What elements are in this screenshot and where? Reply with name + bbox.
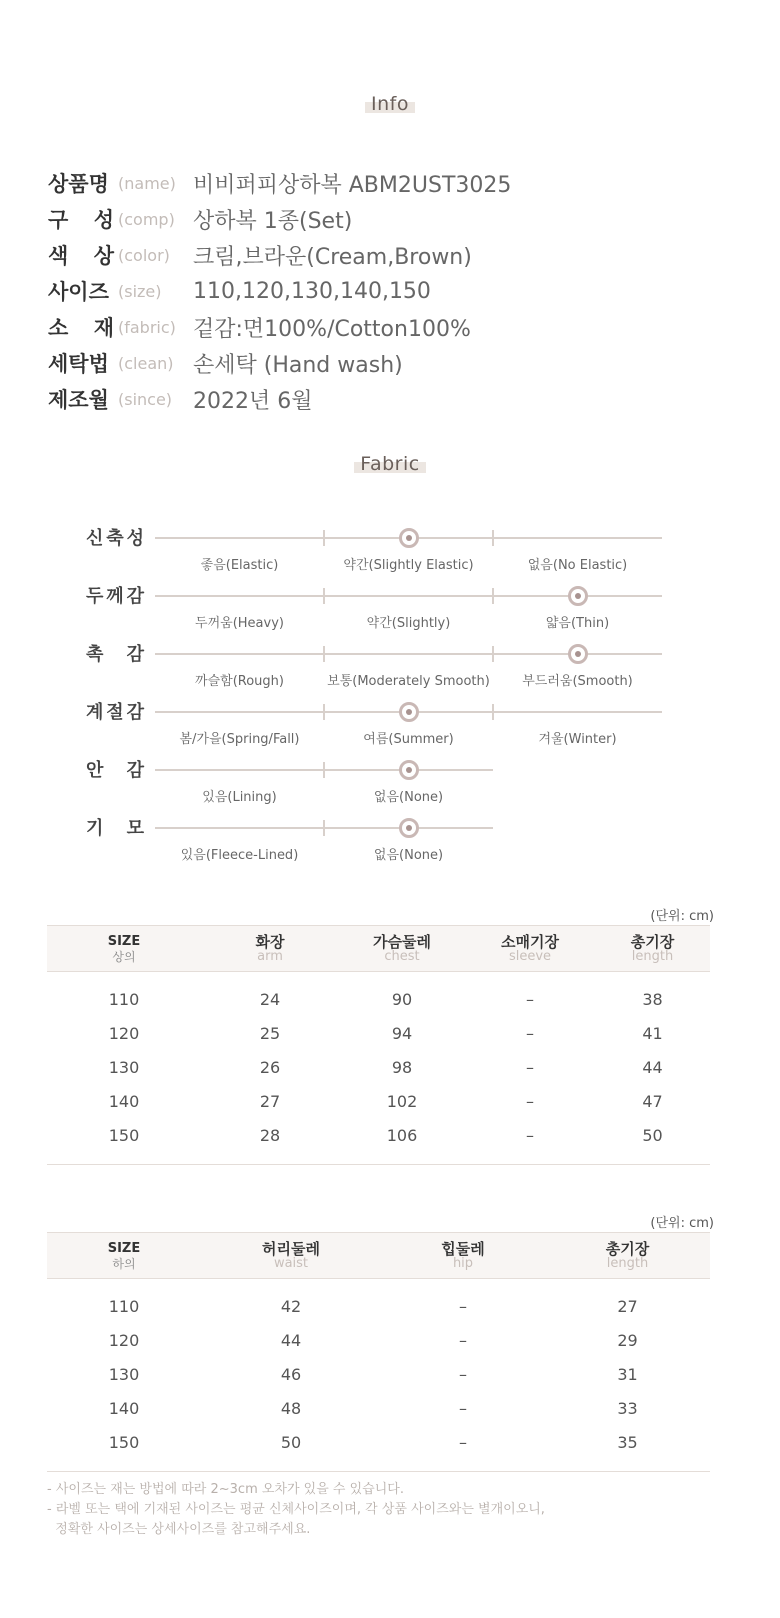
info-label-en: (since) bbox=[118, 389, 173, 409]
fabric-scale-option: 보통(Moderately Smooth) bbox=[327, 674, 490, 689]
table-row bbox=[47, 1425, 710, 1472]
table-row bbox=[47, 1391, 710, 1425]
table-cell: 29 bbox=[617, 1330, 638, 1350]
table-cell: 31 bbox=[617, 1364, 638, 1384]
fabric-scale-label bbox=[86, 698, 144, 724]
table-cell: 47 bbox=[642, 1091, 663, 1111]
info-row-name bbox=[48, 165, 511, 201]
table-cell: 110 bbox=[108, 1296, 140, 1316]
info-value: 겉감:면100%/Cotton100% bbox=[193, 316, 471, 342]
table-cell: 46 bbox=[280, 1364, 302, 1384]
fabric-scale-label bbox=[86, 582, 144, 608]
note-line: - 사이즈는 재는 방법에 따라 2~3cm 오차가 있을 수 있습니다. bbox=[47, 1482, 404, 1497]
info-label-en: (name) bbox=[118, 173, 176, 193]
table-cell: 27 bbox=[617, 1296, 638, 1316]
fabric-scale-tick bbox=[492, 530, 494, 546]
table-cell: 120 bbox=[108, 1330, 140, 1350]
fabric-scale-option: 겨울(Winter) bbox=[538, 732, 617, 747]
table-cell: 33 bbox=[617, 1398, 638, 1418]
top-size-table bbox=[47, 925, 710, 1165]
fabric-scale-tick bbox=[323, 704, 325, 720]
fabric-selected-marker bbox=[568, 644, 588, 664]
label-char: 재 bbox=[93, 316, 114, 340]
info-row-color bbox=[48, 237, 511, 273]
fabric-scale-row bbox=[0, 810, 780, 870]
table-cell: 44 bbox=[280, 1330, 302, 1350]
table-row bbox=[47, 972, 710, 1017]
table-cell: 130 bbox=[108, 1057, 140, 1077]
fabric-scale-row bbox=[0, 578, 780, 638]
fabric-scale-tick bbox=[323, 646, 325, 662]
label-char: 계 bbox=[86, 702, 104, 723]
table-row bbox=[47, 1279, 710, 1324]
table-cell: 140 bbox=[108, 1091, 140, 1111]
note-line: - 라벨 또는 택에 기재된 사이즈는 평균 신체사이즈이며, 각 상품 사이즈와는 별개이오니, bbox=[47, 1502, 545, 1517]
info-value: 손세탁 (Hand wash) bbox=[193, 352, 403, 378]
info-row-clean bbox=[48, 345, 511, 381]
fabric-scale-tick bbox=[492, 646, 494, 662]
table-cell: – bbox=[465, 1118, 595, 1165]
table-row bbox=[47, 1357, 710, 1391]
fabric-selected-marker bbox=[399, 702, 419, 722]
label-char: 상 bbox=[93, 244, 114, 268]
info-label bbox=[48, 204, 118, 234]
table-header-row bbox=[47, 1233, 710, 1279]
fabric-scale-row bbox=[0, 694, 780, 754]
label-char: 구 bbox=[48, 208, 69, 232]
fabric-scale-option: 있음(Fleece-Lined) bbox=[180, 848, 299, 863]
label-char: 감 bbox=[126, 702, 144, 723]
fabric-scale-tick bbox=[492, 588, 494, 604]
info-label bbox=[48, 312, 118, 342]
table-cell: 41 bbox=[642, 1023, 663, 1043]
table-cell: 140 bbox=[108, 1398, 140, 1418]
fabric-scale-option: 좋음(Elastic) bbox=[200, 558, 279, 573]
label-char: 성 bbox=[126, 528, 144, 549]
fabric-selected-marker bbox=[399, 528, 419, 548]
info-section-title: Info bbox=[0, 93, 780, 115]
table-cell: 44 bbox=[642, 1057, 663, 1077]
table-cell: 98 bbox=[391, 1057, 413, 1077]
table-row bbox=[47, 1016, 710, 1050]
table-cell: 48 bbox=[280, 1398, 302, 1418]
table-cell: 25 bbox=[259, 1023, 281, 1043]
label-char: 안 bbox=[86, 760, 104, 781]
fabric-scale-row bbox=[0, 636, 780, 696]
label-char: 신 bbox=[86, 528, 104, 549]
table-cell: 102 bbox=[386, 1091, 418, 1111]
table-header-row bbox=[47, 926, 710, 972]
header-arm: 화장 arm bbox=[201, 926, 339, 972]
label-char: 축 bbox=[106, 528, 124, 549]
info-label bbox=[48, 240, 118, 270]
label-char: 께 bbox=[106, 586, 124, 607]
table-cell: 130 bbox=[108, 1364, 140, 1384]
fabric-scale-option: 없음(None) bbox=[373, 790, 444, 805]
info-label: 세탁법 bbox=[48, 352, 109, 376]
table-cell: 90 bbox=[391, 989, 413, 1009]
table-cell: 120 bbox=[108, 1023, 140, 1043]
label-char: 소 bbox=[48, 316, 69, 340]
note-line: 정확한 사이즈는 상세사이즈를 참고해주세요. bbox=[47, 1522, 311, 1537]
header-chest: 가슴둘레 chest bbox=[339, 926, 465, 972]
label-char: 색 bbox=[48, 244, 69, 268]
info-label: 제조월 bbox=[48, 388, 109, 412]
info-label: 사이즈 bbox=[48, 280, 109, 304]
fabric-scale-tick bbox=[323, 588, 325, 604]
label-char: 감 bbox=[126, 760, 144, 781]
table-cell: – bbox=[459, 1398, 467, 1418]
header-waist: 허리둘레 waist bbox=[201, 1233, 381, 1279]
fabric-selected-marker bbox=[568, 586, 588, 606]
info-label-en: (comp) bbox=[118, 209, 175, 229]
info-row-size bbox=[48, 273, 511, 309]
table-cell: 106 bbox=[339, 1118, 465, 1165]
table-cell: 150 bbox=[47, 1118, 201, 1165]
unit-label-bottom: (단위: cm) bbox=[650, 1216, 714, 1231]
info-label-en: (fabric) bbox=[118, 317, 176, 337]
fabric-scale-option: 봄/가을(Spring/Fall) bbox=[179, 732, 300, 747]
info-value: 2022년 6월 bbox=[193, 388, 313, 414]
label-char: 기 bbox=[86, 818, 104, 839]
fabric-scale-option: 까슬함(Rough) bbox=[195, 674, 284, 689]
fabric-scale-option: 얇음(Thin) bbox=[545, 616, 610, 631]
header-size: SIZE 상의 bbox=[47, 926, 201, 972]
fabric-scale-label bbox=[86, 814, 144, 840]
table-cell: 50 bbox=[201, 1425, 381, 1472]
table-row bbox=[47, 1050, 710, 1084]
table-cell: 94 bbox=[391, 1023, 413, 1043]
info-row-comp bbox=[48, 201, 511, 237]
fabric-scale-option: 약간(Slightly) bbox=[366, 616, 451, 631]
info-label-en: (color) bbox=[118, 245, 170, 265]
fabric-scale-tick bbox=[323, 762, 325, 778]
fabric-scale-label bbox=[86, 524, 144, 550]
fabric-scale-tick bbox=[323, 820, 325, 836]
unit-label-top: (단위: cm) bbox=[650, 909, 714, 924]
fabric-scale-option: 없음(No Elastic) bbox=[527, 558, 628, 573]
header-length: 총기장 length bbox=[545, 1233, 710, 1279]
info-value: 크림,브라운(Cream,Brown) bbox=[193, 244, 472, 270]
info-label: 상품명 bbox=[48, 172, 109, 196]
product-info-list bbox=[48, 165, 511, 417]
fabric-section-title: Fabric bbox=[0, 453, 780, 475]
fabric-scale-option: 약간(Slightly Elastic) bbox=[343, 558, 474, 573]
table-cell: 27 bbox=[259, 1091, 281, 1111]
info-value: 상하복 1종(Set) bbox=[193, 208, 353, 234]
fabric-scale-row bbox=[0, 752, 780, 812]
label-char: 감 bbox=[126, 586, 144, 607]
fabric-scale-label bbox=[86, 640, 144, 666]
fabric-scale-row bbox=[0, 520, 780, 580]
label-char: 두 bbox=[86, 586, 104, 607]
fabric-scale-option: 두꺼움(Heavy) bbox=[195, 616, 284, 631]
label-char: 촉 bbox=[86, 644, 104, 665]
table-cell: 110 bbox=[108, 989, 140, 1009]
table-cell: 26 bbox=[259, 1057, 281, 1077]
table-cell: – bbox=[459, 1296, 467, 1316]
header-length: 총기장 length bbox=[595, 926, 710, 972]
table-cell: 35 bbox=[545, 1425, 710, 1472]
info-label-en: (clean) bbox=[118, 353, 174, 373]
info-row-fabric bbox=[48, 309, 511, 345]
label-char: 모 bbox=[126, 818, 144, 839]
fabric-selected-marker bbox=[399, 818, 419, 838]
table-cell: 50 bbox=[595, 1118, 710, 1165]
table-row bbox=[47, 1323, 710, 1357]
table-cell: 38 bbox=[642, 989, 663, 1009]
table-cell: – bbox=[381, 1425, 545, 1472]
table-cell: – bbox=[526, 1091, 534, 1111]
table-cell: – bbox=[526, 989, 534, 1009]
table-cell: 42 bbox=[280, 1296, 302, 1316]
table-cell: – bbox=[459, 1330, 467, 1350]
fabric-scale-option: 여름(Summer) bbox=[363, 732, 454, 747]
label-char: 성 bbox=[93, 208, 114, 232]
fabric-scale-label bbox=[86, 756, 144, 782]
header-hip: 힙둘레 hip bbox=[381, 1233, 545, 1279]
fabric-scale-option: 없음(None) bbox=[373, 848, 444, 863]
table-row bbox=[47, 1118, 710, 1165]
fabric-scale-tick bbox=[323, 530, 325, 546]
bottom-size-table bbox=[47, 1232, 710, 1472]
table-cell: – bbox=[526, 1057, 534, 1077]
header-size: SIZE 하의 bbox=[47, 1233, 201, 1279]
table-cell: 150 bbox=[47, 1425, 201, 1472]
fabric-scale-tick bbox=[492, 704, 494, 720]
fabric-scale-option: 부드러움(Smooth) bbox=[522, 674, 633, 689]
info-value: 110,120,130,140,150 bbox=[193, 278, 431, 304]
table-cell: 28 bbox=[201, 1118, 339, 1165]
size-notes bbox=[47, 1480, 545, 1540]
fabric-selected-marker bbox=[399, 760, 419, 780]
header-sleeve: 소매기장 sleeve bbox=[465, 926, 595, 972]
info-label-en: (size) bbox=[118, 281, 162, 301]
info-value: 비비퍼피상하복 ABM2UST3025 bbox=[193, 172, 512, 198]
fabric-scale-option: 있음(Lining) bbox=[202, 790, 277, 805]
table-cell: 24 bbox=[259, 989, 281, 1009]
table-cell: – bbox=[459, 1364, 467, 1384]
table-cell: – bbox=[526, 1023, 534, 1043]
table-row bbox=[47, 1084, 710, 1118]
info-row-since bbox=[48, 381, 511, 417]
label-char: 감 bbox=[126, 644, 144, 665]
label-char: 절 bbox=[106, 702, 124, 723]
